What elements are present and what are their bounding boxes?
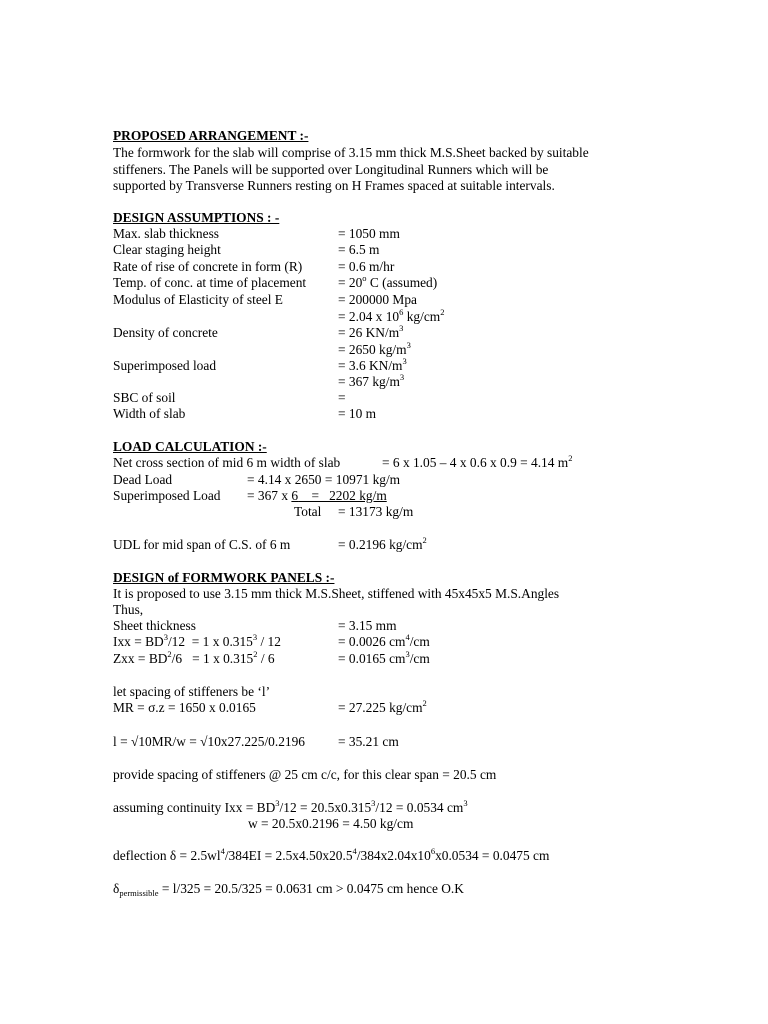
arrangement-line-3: supported by Transverse Runners resting on H Frames spaced at suitable intervals.	[113, 178, 555, 193]
provide-spacing-line: provide spacing of stiffeners @ 25 cm c/c, for this clear span = 20.5 cm	[113, 767, 497, 782]
deflection-line: deflection $\delta = 2.5wl^4/384EI = 2.5x4.50x20.5^4/384x2.04x10^6x0.0534 = 0.0475$ cm	[113, 846, 550, 863]
total-value: = 13173 kg/m	[338, 504, 414, 519]
assumptions-heading: DESIGN ASSUMPTIONS : -	[113, 210, 280, 225]
continuity-line: assuming continuity Ixx = $BD^3/12 = 20.5x0.315^3/12 = 0.0534$ $cm^3$	[113, 798, 468, 815]
permissible-deflection-line: $\delta_{permissible} = l/325 = 20.5/325 = 0.0631$ cm > 0.0475 cm hence O.K	[113, 881, 464, 898]
sheet-thickness-value: = 3.15 mm	[338, 618, 397, 633]
assumption-value: = 6.5 m	[338, 242, 380, 257]
assumption-value: = 2650 $kg/m^3$	[338, 340, 411, 357]
arrangement-heading: PROPOSED ARRANGEMENT :-	[113, 128, 309, 143]
dead-load-value: = 4.14 x 2650 = 10971 kg/m	[247, 472, 401, 487]
assumption-value: = 0.6 m/hr	[338, 259, 395, 274]
panels-intro-line-2: Thus,	[113, 602, 144, 617]
arrangement-line-1: The formwork for the slab will comprise of 3.15 mm thick M.S.Sheet backed by suitable	[113, 145, 589, 160]
zxx-formula: Zxx = $BD^2/6 = 1$ x 0.315$^2$ / 6	[113, 649, 275, 666]
assumption-label: SBC of soil	[113, 390, 176, 405]
assumption-value: = 367 $kg/m^3$	[338, 372, 405, 389]
assumption-label: Width of slab	[113, 406, 186, 421]
assumption-value: = 26 $KN/m^3$	[338, 323, 404, 340]
panels-heading: DESIGN of FORMWORK PANELS :-	[113, 570, 335, 585]
assumption-value: = 200000 Mpa	[338, 292, 417, 307]
arrangement-line-2: stiffeners. The Panels will be supported over Longitudinal Runners which will be	[113, 162, 549, 177]
assumption-value: = 1050 mm	[338, 226, 400, 241]
sheet-thickness-label: Sheet thickness	[113, 618, 196, 633]
panels-intro-line-1: It is proposed to use 3.15 mm thick M.S.Sheet, stiffened with 45x45x5 M.S.Angles	[113, 586, 560, 601]
load-heading: LOAD CALCULATION :-	[113, 439, 267, 454]
l-value: = 35.21 cm	[338, 734, 399, 749]
ixx-formula: Ixx = $BD^3/12 = 1$ x 0.315$^3$ / 12	[113, 632, 281, 649]
superimposed-load-value: = 367 x 6 = 2202 kg/m	[247, 488, 387, 503]
assumption-label: Clear staging height	[113, 242, 221, 257]
dead-load-label: Dead Load	[113, 472, 173, 487]
total-label: Total	[294, 504, 322, 519]
assumption-value: =	[338, 390, 346, 405]
zxx-value: = 0.0165 $cm^3/cm$	[338, 649, 430, 666]
assumption-value: = 3.6 $KN/m^3$	[338, 356, 407, 373]
assumption-label: Rate of rise of concrete in form (R)	[113, 259, 303, 274]
assumption-value: = 10 m	[338, 406, 377, 421]
superimposed-load-label: Superimposed Load	[113, 488, 221, 503]
assumption-label: Max. slab thickness	[113, 226, 219, 241]
w-line: w = 20.5x0.2196 = 4.50 kg/cm	[248, 816, 414, 831]
net-section-label: Net cross section of mid 6 m width of slab	[113, 455, 341, 470]
udl-label: UDL for mid span of C.S. of 6 m	[113, 537, 291, 552]
assumption-label: Modulus of Elasticity of steel E	[113, 292, 283, 307]
assumption-label: Temp. of conc. at time of placement	[113, 275, 307, 290]
stiffener-spacing-line: let spacing of stiffeners be ‘l’	[113, 684, 271, 699]
net-section-value: = 6 x 1.05 – 4 x 0.6 x 0.9 = 4.14 $m^2$	[382, 453, 573, 470]
assumption-label: Density of concrete	[113, 325, 218, 340]
mr-value: = 27.225 $kg/cm^2$	[338, 698, 427, 715]
udl-value: = 0.2196 $kg/cm^2$	[338, 535, 427, 552]
assumption-label: Superimposed load	[113, 358, 217, 373]
assumption-value: = $20^o$ C (assumed)	[338, 273, 438, 290]
assumption-value: = 2.04 x $10^6$ $kg/cm^2$	[338, 307, 445, 324]
l-formula: l = √10MR/w = √10x27.225/0.2196	[113, 734, 305, 749]
ixx-value: = 0.0026 $cm^4/cm$	[338, 632, 430, 649]
mr-formula: MR = σ.z = 1650 x 0.0165	[113, 700, 256, 715]
